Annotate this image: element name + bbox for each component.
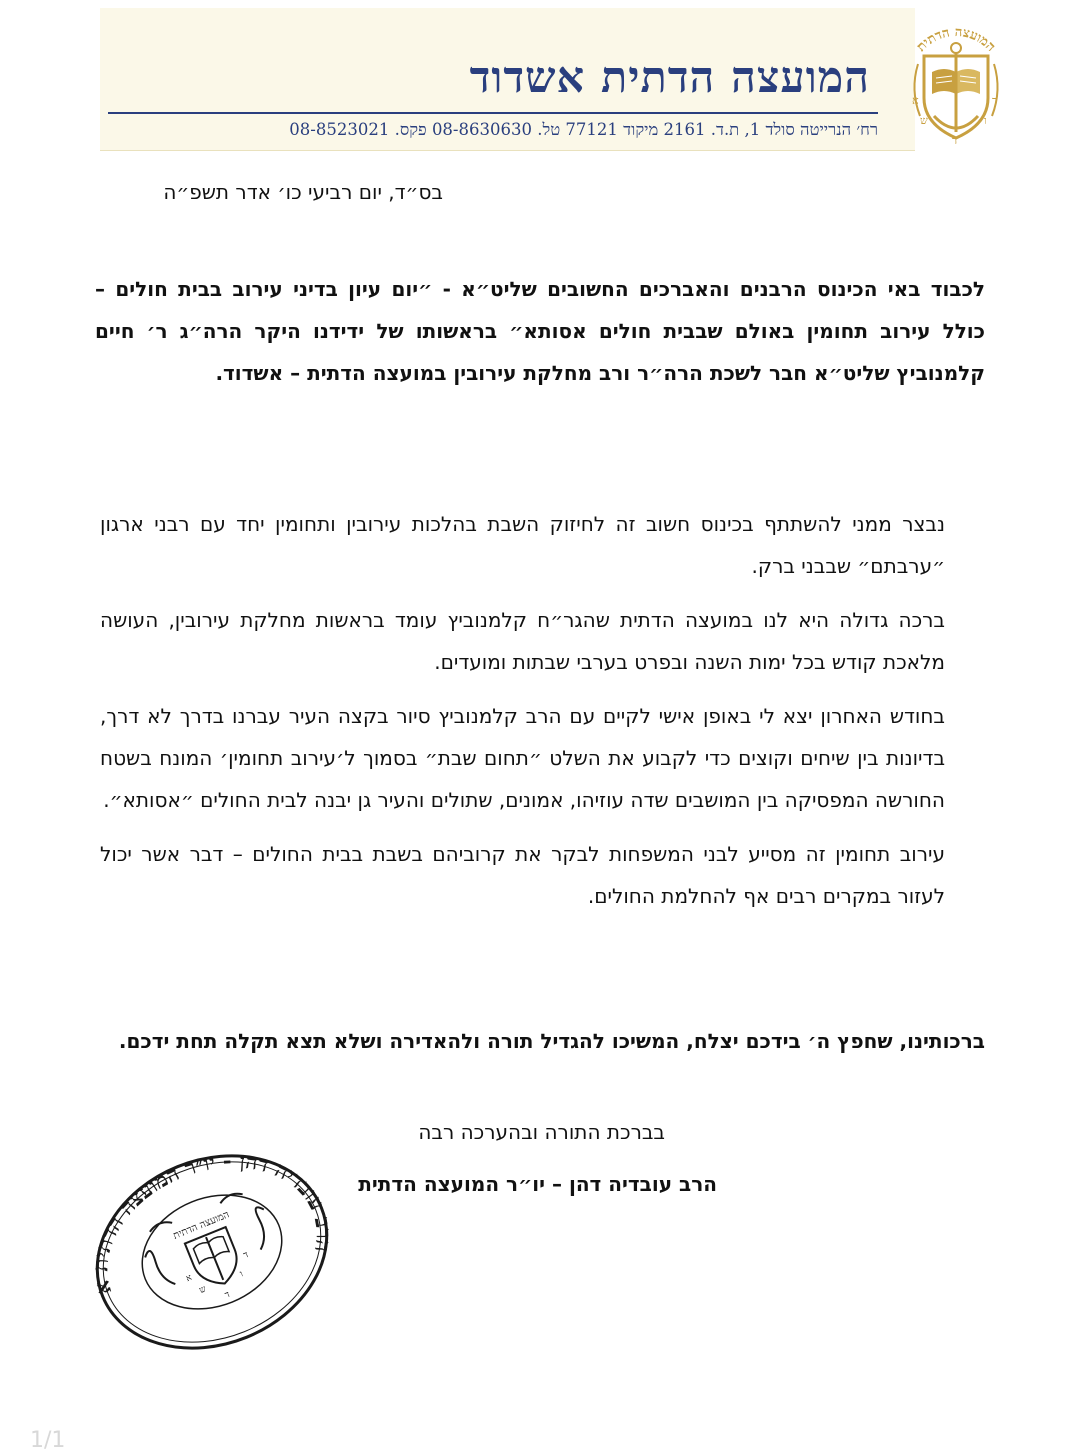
stamp-letter: ד <box>223 1289 232 1301</box>
emblem-letter: ד <box>992 94 998 107</box>
emblem-letter: ש <box>920 114 928 127</box>
stamp-letter: ו <box>238 1269 245 1280</box>
closing-blessing: ברכותינו, שחפץ ה׳ בידכם יצלח, המשיכו להגדיל תורה ולהאדירה ושלא תצא תקלה תחת ידכם. <box>118 1029 985 1053</box>
letterhead <box>100 8 999 151</box>
signature-line: הרב עובדיה דהן – יו״ר המועצה הדתית <box>358 1172 717 1196</box>
stamp-inner-text: המועצה הדתית <box>171 1209 231 1242</box>
svg-text:הרב עובדיה דהן - יו״ר המועצה ה <box>82 1140 342 1348</box>
stamp-outer-text: הרב עובדיה דהן - יו״ר המועצה הדתית אשדוד <box>87 1147 337 1298</box>
emblem-arc-text: המועצה הדתית <box>913 24 999 55</box>
stamp-letter: ש <box>198 1284 208 1297</box>
official-stamp-icon <box>82 1140 342 1365</box>
salutation: לכבוד באי הכינוס הרבנים והאברכים החשובים שליט״א - ״יום עיון בדיני עירוב בבית חולים – כולל עירוב תחומין באולם שבבית חולים אסותא״ בראשותו של ידידנו היקר הרה״ג ר׳ חיים קלמנוביץ שליט״א חבר לשכת הרה״ר ורב מחלקת עירובין במועצה הדתית – אשדוד. <box>95 277 985 385</box>
organization-name: המועצה הדתית אשדוד <box>469 53 870 103</box>
stamp-letter: ד <box>242 1250 250 1261</box>
regards-line: בברכת התורה ובהערכה רבה <box>418 1120 665 1144</box>
body-paragraph: עירוב תחומין זה מסייע לבני המשפחות לבקר את קרוביהם בשבת בבית החולים – דבר אשר יכול לעזור במקרים רבים אף להחלמת החולים. <box>100 842 945 908</box>
organization-address: רח׳ הנרייטה סולד 1, ת.ד. 2161 מיקוד 77121 טל. 08-8630630 פקס. 08-8523021 <box>289 120 878 139</box>
date-line: בס״ד, יום רביעי כו׳ אדר תשפ״ה <box>163 180 443 204</box>
body-paragraph: נבצר ממני להשתתף בכינוס חשוב זה לחיזוק השבת בהלכות עירובין ותחומין יחד עם רבני ארגון ״ערבתם״ שבבני ברק. <box>100 512 945 578</box>
body-paragraph: בחודש האחרון יצא לי באופן אישי לקיים עם הרב קלמנוביץ סיור בקצה העיר עברנו בדרך לא דרך, בדיונות בין שיחים וקוצים כדי לקבוע את השלט ״תחום שבת״ בסמוך ל׳עירוב תחומין׳ המונח בשטח החורשה המפסיקה בין המושבים שדה עוזיהו, אמונים, שתולים והעיר גן יבנה לבית החולים ״אסותא״. <box>100 704 945 812</box>
page-number: 1/1 <box>30 1428 66 1453</box>
emblem-letter: א <box>912 94 919 107</box>
letterhead-rule <box>108 112 878 114</box>
body-paragraph: ברכה גדולה היא לנו במועצה הדתית שהגר״ח קלמנוביץ עומד בראשות מחלקת עירובין, העושה מלאכת קודש בכל ימות השנה ובפרט בערבי שבתות ומועדים. <box>100 608 945 674</box>
religious-council-emblem-icon <box>896 20 1016 146</box>
svg-text:המועצה הדתית <box>914 25 998 55</box>
letter-body <box>100 503 945 929</box>
emblem-letter: ו <box>984 114 987 127</box>
emblem-letter: ד <box>952 134 958 146</box>
stamp-letter: א <box>184 1272 194 1285</box>
